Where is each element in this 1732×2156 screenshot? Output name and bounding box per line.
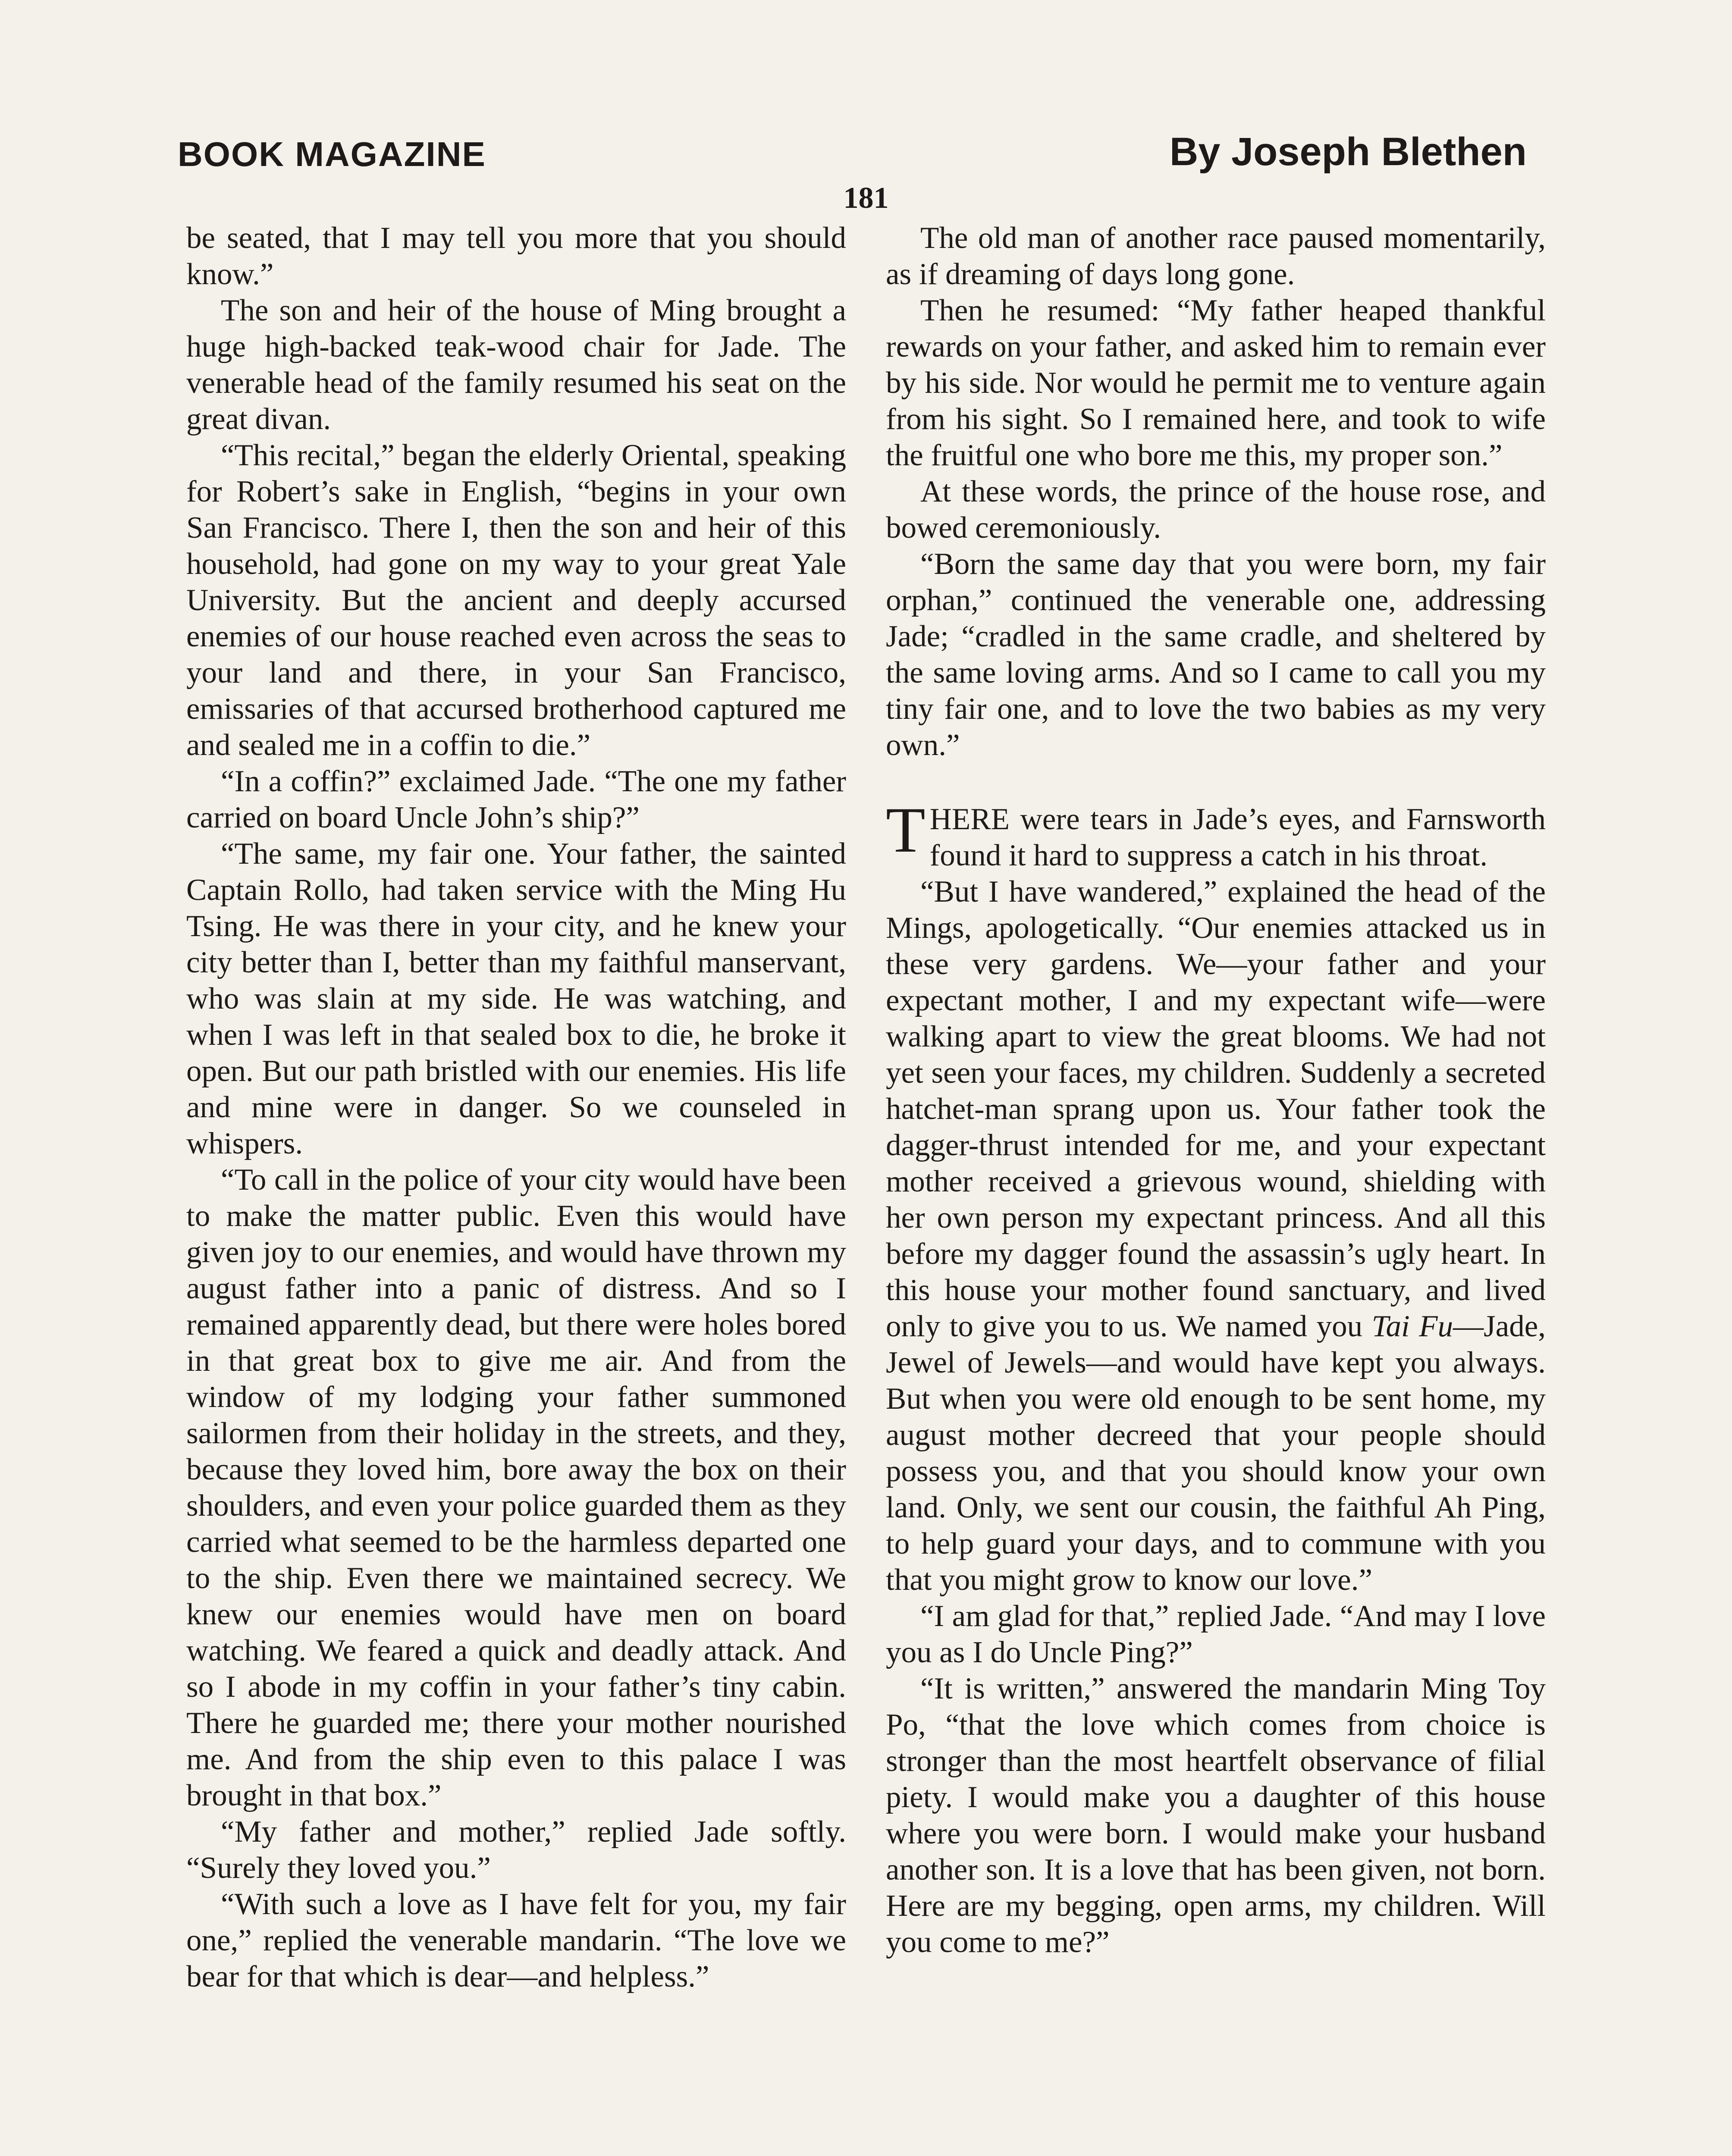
paragraph: “With such a love as I have felt for you, my fair one,” replied the venerable mandarin. “The love we bear for that which is dear—and helpless.”: [186, 1887, 846, 1993]
paragraph: The son and heir of the house of Ming brought a huge high-backed teak-wood chair for Jade. The venerable head of the family resumed his seat on the great divan.: [186, 294, 846, 436]
paragraph: The old man of another race paused momentarily, as if dreaming of days long gone.: [886, 221, 1546, 291]
right-column: [886, 220, 1546, 1960]
paragraph: “Born the same day that you were born, my fair orphan,” continued the venerable one, addressing Jade; “cradled in the same cradle, and sheltered by the same loving arms. And so I came to call you my tiny fair one, and to love the two babies as my very own.”: [886, 547, 1546, 762]
paragraph: “In a coffin?” exclaimed Jade. “The one my father carried on board Uncle John’s ship?”: [186, 765, 846, 834]
magazine-title: BOOK MAGAZINE: [178, 135, 486, 173]
section-opening-paragraph: [886, 794, 1546, 874]
page-number: 181: [843, 182, 889, 215]
paragraph: [886, 874, 1546, 1598]
paragraph: “The same, my fair one. Your father, the sainted Captain Rollo, had taken service with the Ming Hu Tsing. He was there in your city, and he knew your city better than I, better than my faithful manservant, who was slain at my side. He was watching, and when I was left in that sealed box to die, he broke it open. But our path bristled with our enemies. His life and mine were in danger. So we counseled in whispers.: [186, 837, 846, 1160]
drop-cap: T: [886, 794, 926, 866]
paragraph: At these words, the prince of the house rose, and bowed ceremoniously.: [886, 475, 1546, 545]
paragraph: Then he resumed: “My father heaped thankful rewards on your father, and asked him to remain ever by his side. Nor would he permit me to venture again from his sight. So I remained here, and took to wife the fruitful one who bore me this, my proper son.”: [886, 294, 1546, 472]
left-column: [186, 220, 846, 1995]
author-byline: By Joseph Blethen: [1169, 130, 1527, 174]
paragraph: “To call in the police of your city would have been to make the matter public. Even this would have given joy to our enemies, and would have thrown my august father into a panic of distress. And so I remained apparently dead, but there were holes bored in that great box to give me air. And from the window of my lodging your father summoned sailormen from their holiday in the streets, and they, because they loved him, bore away the box on their shoulders, and even your police guarded them as they carried what seemed to be the harmless departed one to the ship. Even there we maintained secrecy. We knew our enemies would have men on board watching. We feared a quick and deadly attack. And so I abode in my coffin in your father’s tiny cabin. There he guarded me; there your mother nourished me. And from the ship even to this palace I was brought in that box.”: [186, 1163, 846, 1812]
paragraph: “I am glad for that,” replied Jade. “And may I love you as I do Uncle Ping?”: [886, 1599, 1546, 1669]
paragraph: be seated, that I may tell you more that you should know.”: [186, 221, 846, 291]
paragraph: “My father and mother,” replied Jade softly. “Surely they loved you.”: [186, 1815, 846, 1885]
paragraph: “This recital,” began the elderly Oriental, speaking for Robert’s sake in English, “begins in your own San Francisco. There I, then the son and heir of this household, had gone on my way to your great Yale University. But the ancient and deeply accursed enemies of our house reached even across the seas to your land and there, in your San Francisco, emissaries of that accursed brotherhood captured me and sealed me in a coffin to die.”: [186, 439, 846, 762]
paragraph-text-start: “But I have wandered,” explained the head of the Mings, apologetically. “Our enemies attacked us in these very gardens. We—your father and your expectant mother, I and my expectant wife—were walking apart to view the great blooms. We had not yet seen your faces, my children. Suddenly a secreted hatchet-man sprang upon us. Your father took the dagger-thrust intended for me, and your expectant mother received a grievous wound, shielding with her own person my expectant princess. And all this before my dagger found the assassin’s ugly heart. In this house your mother found sanctuary, and lived only to give you to us. We named you: [886, 875, 1546, 1343]
paragraph: “It is written,” answered the mandarin Ming Toy Po, “that the love which comes from choice is stronger than the most heartfelt observance of filial piety. I would make you a daughter of this house where you were born. I would make your husband another son. It is a love that has been given, not born. Here are my begging, open arms, my children. Will you come to me?”: [886, 1672, 1546, 1959]
section-opening-text: HERE were tears in Jade’s eyes, and Farnsworth found it hard to suppress a catch in his throat.: [929, 802, 1546, 872]
paragraph-text-end: —Jade, Jewel of Jewels—and would have kept you always. But when you were old enough to be sent home, my august mother decreed that your people should possess you, and that you should know your own land. Only, we sent our cousin, the faithful Ah Ping, to help guard your days, and to commune with you that you might grow to know our love.”: [886, 1310, 1546, 1597]
italic-name: Tai Fu: [1371, 1310, 1453, 1343]
